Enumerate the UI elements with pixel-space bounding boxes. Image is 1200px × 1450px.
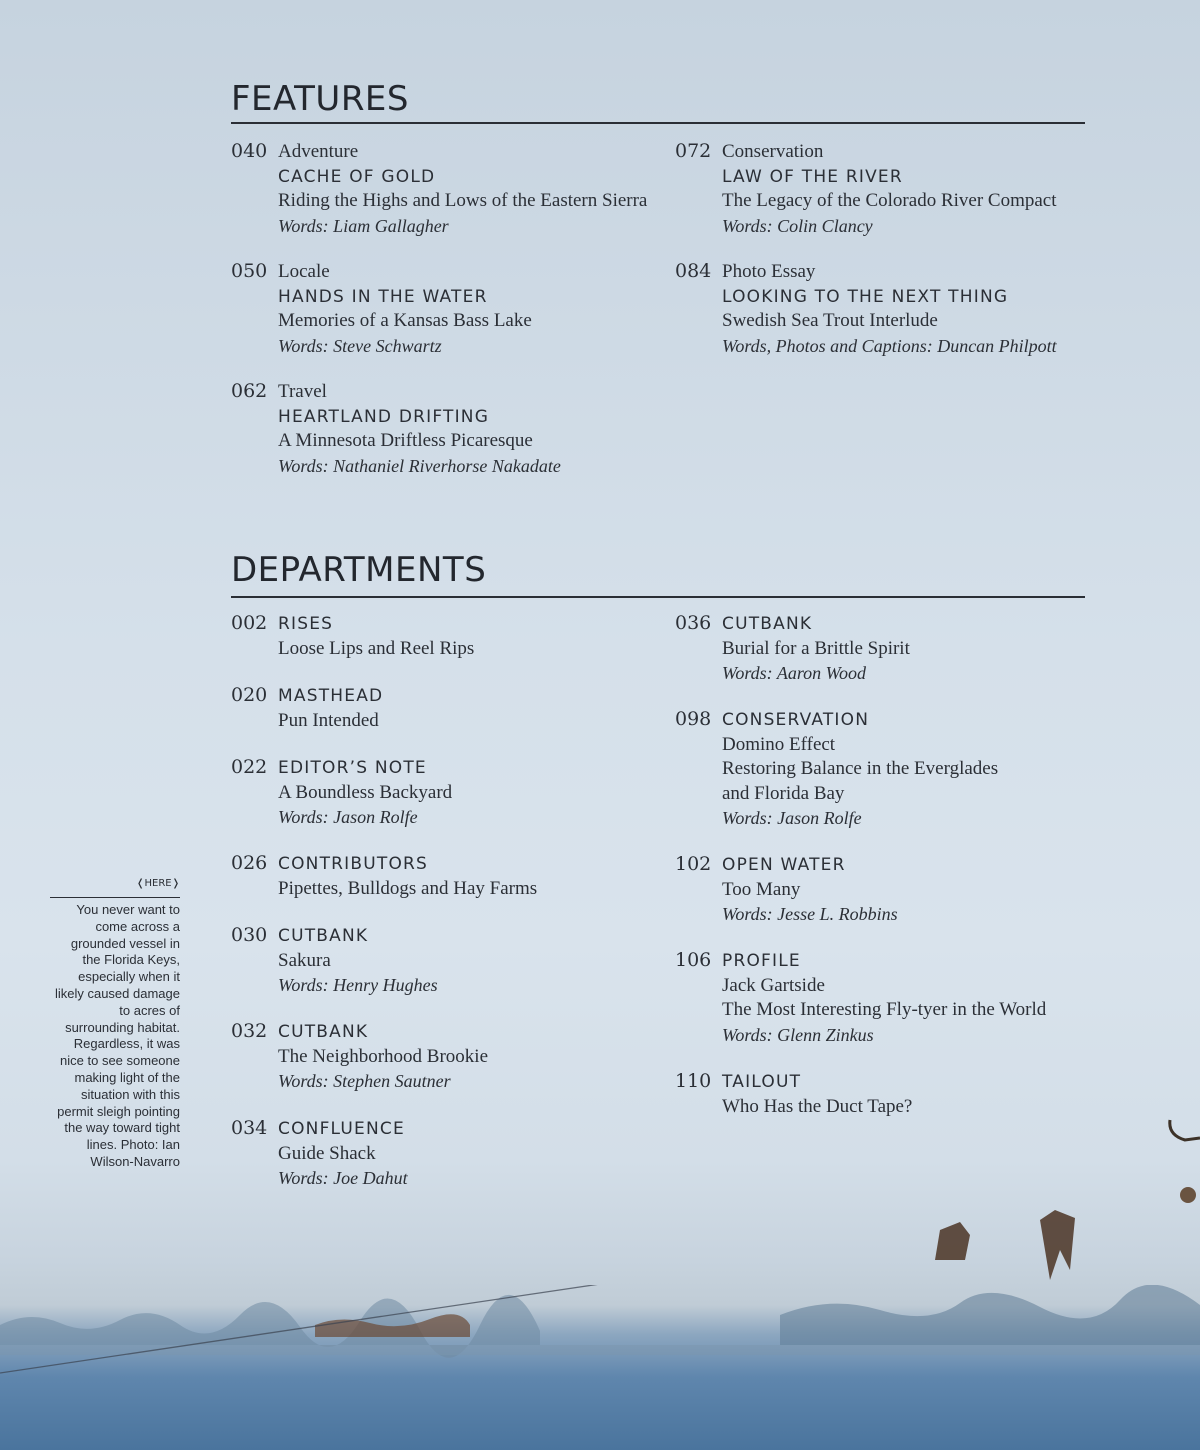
caption-rule: [50, 897, 180, 898]
category-label: Adventure: [278, 141, 359, 162]
department-entry[interactable]: [231, 684, 671, 733]
feature-entry[interactable]: [675, 260, 1115, 358]
entry-subtitle: Memories of a Kansas Bass Lake: [278, 310, 532, 331]
entry-headline: HANDS IN THE WATER: [278, 286, 488, 307]
arrow-right-icon: ❭: [171, 878, 180, 889]
department-entry[interactable]: [675, 708, 1115, 831]
entry-subtitle-line2: The Most Interesting Fly-tyer in the World: [722, 999, 1047, 1020]
category-label: Travel: [278, 381, 327, 402]
page-number: 102: [675, 853, 712, 875]
entry-credit: Words: Colin Clancy: [722, 215, 873, 236]
entry-subtitle-line2: Restoring Balance in the Everglades: [722, 758, 999, 779]
entry-headline: OPEN WATER: [722, 855, 846, 875]
page-number: 022: [231, 756, 268, 778]
entry-headline: EDITOR’S NOTE: [278, 758, 427, 778]
department-entry[interactable]: [231, 924, 671, 998]
entry-headline: CONSERVATION: [722, 710, 870, 730]
department-entry[interactable]: [675, 1070, 1115, 1119]
page-number: 072: [675, 140, 712, 162]
entry-subtitle: A Minnesota Driftless Picaresque: [278, 430, 533, 451]
entry-headline: HEARTLAND DRIFTING: [278, 406, 490, 427]
category-label: Conservation: [722, 141, 824, 162]
page-number: 034: [231, 1117, 268, 1139]
page-number: 032: [231, 1020, 268, 1042]
page-number: 030: [231, 924, 268, 946]
entry-headline: CUTBANK: [722, 614, 813, 634]
photo-caption: You never want to come across a grounded vessel in the Florida Keys, especially when it likely caused damage to acres of surrounding habitat. Regardless, it was nice to see someone making light of the situation with this permit sleigh pointing the way toward tight lines. Photo: Ian Wilson-Navarro: [54, 902, 180, 1169]
feature-entry[interactable]: [675, 140, 1115, 238]
entry-credit: Words: Nathaniel Riverhorse Nakadate: [278, 455, 561, 476]
features-title: FEATURES: [231, 79, 410, 119]
entry-credit: Words: Jesse L. Robbins: [722, 904, 898, 924]
entry-headline: MASTHEAD: [278, 686, 384, 706]
entry-credit: Words: Jason Rolfe: [722, 808, 862, 828]
department-entry[interactable]: [675, 853, 1115, 927]
page-number: 084: [675, 260, 712, 282]
entry-subtitle-line3: and Florida Bay: [722, 782, 845, 804]
department-entry[interactable]: [231, 612, 671, 661]
entry-headline: LAW OF THE RIVER: [722, 166, 903, 187]
entry-subtitle: Too Many: [722, 878, 801, 900]
entry-subtitle: Loose Lips and Reel Rips: [278, 637, 475, 659]
entry-credit: Words: Liam Gallagher: [278, 215, 449, 236]
entry-credit: Words: Stephen Sautner: [278, 1071, 451, 1091]
entry-credit: Words: Jason Rolfe: [278, 807, 418, 827]
department-entry[interactable]: [675, 612, 1115, 686]
entry-subtitle: Domino Effect: [722, 733, 836, 755]
feature-entry[interactable]: [231, 260, 671, 358]
entry-subtitle: Pipettes, Bulldogs and Hay Farms: [278, 877, 538, 899]
page-number: 002: [231, 612, 268, 634]
caption-tag-label: HERE: [144, 878, 172, 889]
page-number: 036: [675, 612, 712, 634]
page-number: 098: [675, 708, 712, 730]
entry-subtitle: A Boundless Backyard: [278, 781, 453, 803]
entry-subtitle: Burial for a Brittle Spirit: [722, 637, 910, 659]
entry-subtitle: Sakura: [278, 949, 331, 971]
entry-subtitle: Riding the Highs and Lows of the Eastern Sierra: [278, 190, 648, 211]
feature-entry[interactable]: [231, 140, 671, 238]
departments-title: DEPARTMENTS: [231, 550, 487, 590]
page-number: 020: [231, 684, 268, 706]
page-number: 106: [675, 949, 712, 971]
entry-credit: Words: Joe Dahut: [278, 1168, 408, 1188]
page-number: 062: [231, 380, 268, 402]
entry-headline: CUTBANK: [278, 1022, 369, 1042]
entry-headline: CONFLUENCE: [278, 1119, 405, 1139]
department-entry[interactable]: [231, 756, 671, 830]
arrow-left-icon: ❬: [136, 878, 145, 889]
entry-credit: Words, Photos and Captions: Duncan Philpott: [722, 335, 1057, 356]
entry-headline: TAILOUT: [722, 1072, 802, 1092]
background-treeline: [0, 1285, 1200, 1380]
entry-credit: Words: Aaron Wood: [722, 663, 867, 683]
entry-subtitle: The Neighborhood Brookie: [278, 1045, 489, 1067]
features-rule: [231, 122, 1085, 124]
entry-headline: RISES: [278, 614, 334, 634]
entry-credit: Words: Glenn Zinkus: [722, 1024, 874, 1045]
entry-credit: Words: Steve Schwartz: [278, 335, 442, 356]
department-entry[interactable]: [675, 949, 1115, 1047]
feature-entry[interactable]: [231, 380, 671, 478]
entry-subtitle: Jack Gartside: [722, 974, 825, 996]
entry-subtitle: Who Has the Duct Tape?: [722, 1095, 913, 1117]
entry-headline: CUTBANK: [278, 926, 369, 946]
page-number: 040: [231, 140, 268, 162]
entry-subtitle: Guide Shack: [278, 1142, 376, 1164]
category-label: Photo Essay: [722, 261, 816, 282]
entry-headline: CACHE OF GOLD: [278, 166, 436, 187]
entry-subtitle: Pun Intended: [278, 709, 379, 731]
department-entry[interactable]: [231, 1117, 671, 1191]
department-entry[interactable]: [231, 1020, 671, 1094]
entry-subtitle: The Legacy of the Colorado River Compact: [722, 190, 1057, 211]
entry-subtitle: Swedish Sea Trout Interlude: [722, 310, 938, 331]
caption-tag: [50, 878, 180, 889]
page-number: 110: [675, 1070, 712, 1092]
entry-headline: LOOKING TO THE NEXT THING: [722, 286, 1009, 307]
page-number: 026: [231, 852, 268, 874]
departments-rule: [231, 596, 1085, 598]
category-label: Locale: [278, 261, 330, 282]
entry-headline: PROFILE: [722, 951, 801, 971]
entry-headline: CONTRIBUTORS: [278, 854, 429, 874]
page-number: 050: [231, 260, 268, 282]
entry-credit: Words: Henry Hughes: [278, 975, 438, 995]
department-entry[interactable]: [231, 852, 671, 901]
